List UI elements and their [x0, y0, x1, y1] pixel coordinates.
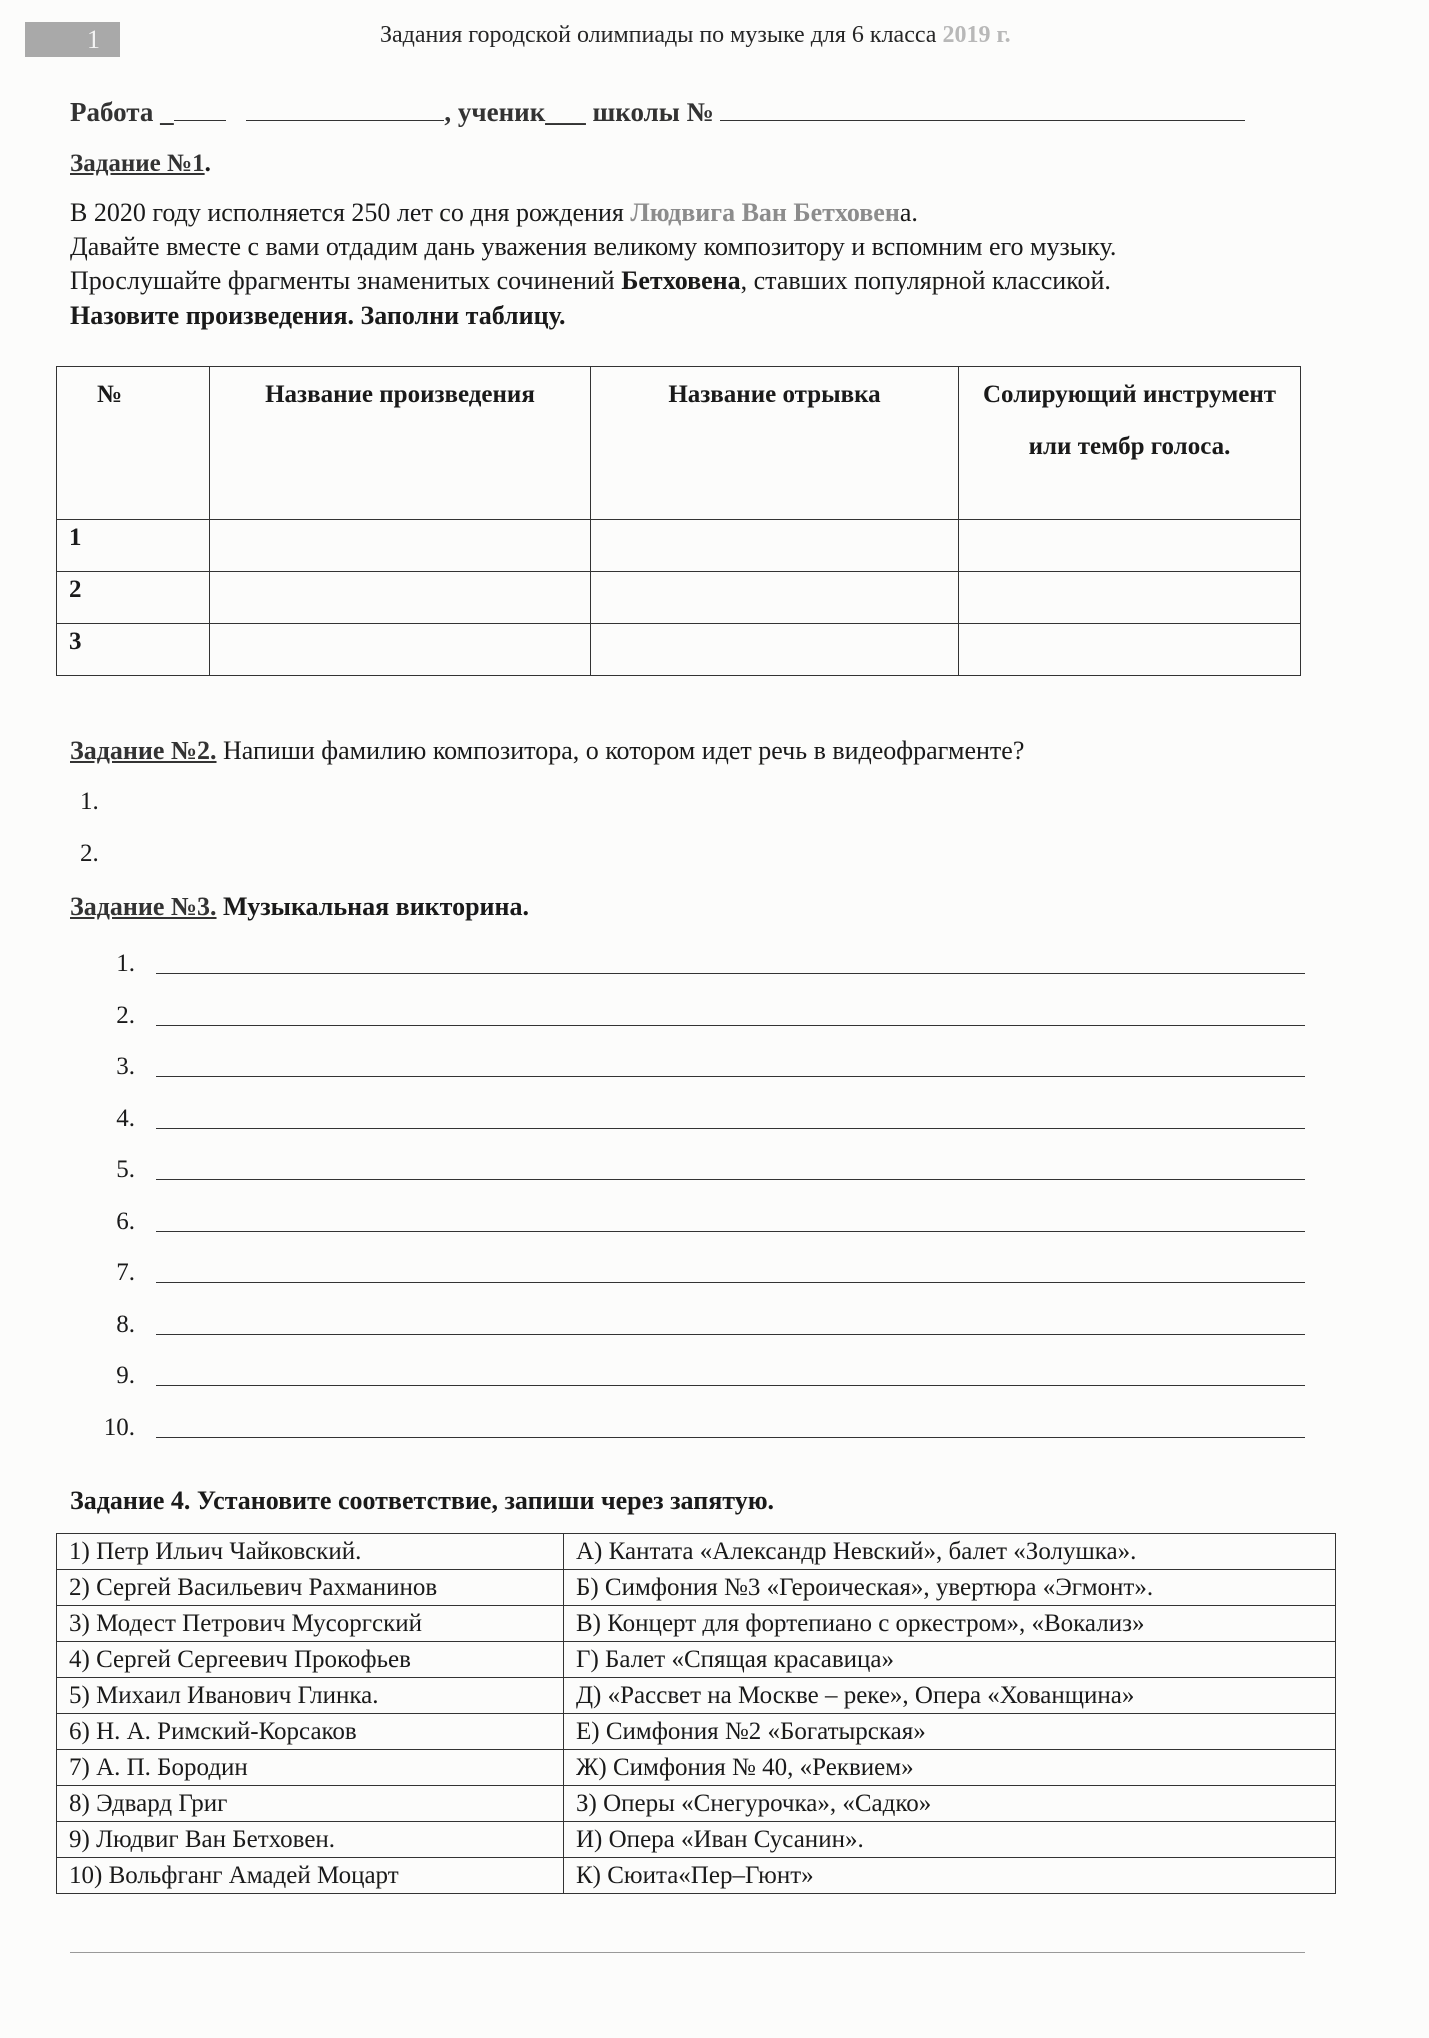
composer-cell: 2) Сергей Васильевич Рахманинов: [57, 1570, 564, 1606]
composer-cell: 3) Модест Петрович Мусоргский: [57, 1606, 564, 1642]
row-number: 3: [57, 624, 210, 676]
task1-table: [56, 366, 1301, 676]
quiz-answer-line[interactable]: [156, 1334, 1305, 1335]
quiz-item-number: 1.: [116, 950, 135, 977]
cell-solo-instrument[interactable]: [959, 520, 1301, 572]
task2-label: Задание №2.: [70, 736, 217, 765]
table-row: [57, 1858, 1336, 1894]
page-number: 1: [25, 22, 120, 57]
task4-heading: Задание 4. Установите соответствие, запиши через запятую.: [70, 1486, 775, 1515]
quiz-answer-row: [103, 1402, 1305, 1442]
work-cell: И) Опера «Иван Сусанин».: [564, 1822, 1336, 1858]
composer-cell: 6) Н. А. Римский-Корсаков: [57, 1714, 564, 1750]
composer-cell: 8) Эдвард Григ: [57, 1786, 564, 1822]
quiz-answer-row: [110, 1247, 1305, 1287]
work-cell: Е) Симфония №2 «Богатырская»: [564, 1714, 1336, 1750]
quiz-item-number: 7.: [116, 1259, 135, 1286]
student-info-line: [70, 97, 1245, 128]
task1-line-2: Давайте вместе с вами отдадим дань уважения великому композитору и вспомним его музыку.: [70, 232, 1117, 261]
composer-cell: 9) Людвиг Ван Бетховен.: [57, 1822, 564, 1858]
quiz-answer-row: [110, 990, 1305, 1030]
row-number: 1: [57, 520, 210, 572]
quiz-item-number: 8.: [116, 1311, 135, 1338]
quiz-answer-line[interactable]: [156, 1437, 1305, 1438]
cell-solo-instrument[interactable]: [959, 624, 1301, 676]
table-row: [57, 1534, 1336, 1570]
task3-label: Задание №3.: [70, 892, 217, 921]
table-row: [57, 520, 1301, 572]
quiz-answer-line[interactable]: [156, 1179, 1305, 1180]
cell-excerpt-title[interactable]: [591, 572, 959, 624]
task1-line-1: [70, 198, 918, 228]
table-row: [57, 1570, 1336, 1606]
table-row: [57, 1786, 1336, 1822]
quiz-answer-row: [110, 1144, 1305, 1184]
student-name-blank[interactable]: [246, 119, 444, 121]
quiz-item-number: 3.: [116, 1053, 135, 1080]
quiz-answer-line[interactable]: [156, 973, 1305, 974]
task1-line3-end: , ставших популярной классикой.: [740, 266, 1111, 295]
table-row: [57, 624, 1301, 676]
quiz-item-number: 9.: [116, 1362, 135, 1389]
page-header: [380, 22, 1011, 49]
cell-excerpt-title[interactable]: [591, 624, 959, 676]
task1-line1-end: а.: [899, 198, 918, 227]
row-number: 2: [57, 572, 210, 624]
task1-label: Задание №1: [70, 150, 205, 177]
composer-cell: 7) А. П. Бородин: [57, 1750, 564, 1786]
table-row: [57, 572, 1301, 624]
task1-instruction: Назовите произведения. Заполни таблицу.: [70, 301, 566, 330]
quiz-answer-row: [110, 938, 1305, 978]
quiz-answer-row: [110, 1299, 1305, 1339]
table-row: [57, 1750, 1336, 1786]
quiz-item-number: 6.: [116, 1208, 135, 1235]
table-row: [57, 1606, 1336, 1642]
task2-item-2: 2.: [80, 840, 99, 867]
school-number-blank[interactable]: [720, 119, 1245, 121]
work-cell: В) Концерт для фортепиано с оркестром», «Вокализ»: [564, 1606, 1336, 1642]
header-year: 2019 г.: [942, 22, 1011, 48]
table-row: [57, 1678, 1336, 1714]
work-cell: Б) Симфония №3 «Героическая», увертюра «Эгмонт».: [564, 1570, 1336, 1606]
student-label: , ученик___ школы №: [444, 97, 714, 127]
header-excerpt-title: Название отрывка: [591, 367, 959, 520]
header-title: Задания городской олимпиады по музыке для 6 класса: [380, 22, 937, 48]
work-cell: А) Кантата «Александр Невский», балет «Золушка».: [564, 1534, 1336, 1570]
quiz-answer-line[interactable]: [156, 1282, 1305, 1283]
task1-line1-text: В 2020 году исполняется 250 лет со дня рождения: [70, 198, 631, 227]
work-prefix: Работа _: [70, 97, 174, 127]
task1-label-suffix: .: [204, 150, 211, 177]
header-solo-instrument: Солирующий инструмент или тембр голоса.: [959, 367, 1301, 520]
quiz-item-number: 4.: [116, 1105, 135, 1132]
header-number: №: [57, 367, 210, 520]
work-cell: К) Сюита«Пер–Гюнт»: [564, 1858, 1336, 1894]
quiz-answer-line[interactable]: [156, 1385, 1305, 1386]
task2-text: Напиши фамилию композитора, о котором идет речь в видеофрагменте?: [216, 736, 1025, 765]
work-blank-1[interactable]: [174, 119, 226, 121]
work-cell: Ж) Симфония № 40, «Реквием»: [564, 1750, 1336, 1786]
cell-solo-instrument[interactable]: [959, 572, 1301, 624]
task1-composer-name: Людвига Ван Бетховен: [630, 198, 900, 227]
quiz-answer-row: [110, 1196, 1305, 1236]
task2-item-1: 1.: [80, 788, 99, 815]
header-work-title: Название произведения: [210, 367, 591, 520]
composer-cell: 4) Сергей Сергеевич Прокофьев: [57, 1642, 564, 1678]
table-header-row: [57, 367, 1301, 520]
task1-line3-bold: Бетховена: [621, 266, 741, 295]
composer-cell: 5) Михаил Иванович Глинка.: [57, 1678, 564, 1714]
task3-heading: [70, 892, 529, 922]
composer-cell: 10) Вольфганг Амадей Моцарт: [57, 1858, 564, 1894]
task2-heading: [70, 736, 1024, 766]
quiz-answer-row: [110, 1093, 1305, 1133]
cell-work-title[interactable]: [210, 624, 591, 676]
quiz-item-number: 2.: [116, 1002, 135, 1029]
cell-excerpt-title[interactable]: [591, 520, 959, 572]
work-cell: Д) «Рассвет на Москве – реке», Опера «Хованщина»: [564, 1678, 1336, 1714]
task1-line-3: [70, 266, 1111, 296]
work-cell: З) Оперы «Снегурочка», «Садко»: [564, 1786, 1336, 1822]
quiz-answer-row: [110, 1350, 1305, 1390]
table-row: [57, 1642, 1336, 1678]
quiz-item-number: 10.: [103, 1414, 135, 1441]
quiz-answer-line[interactable]: [156, 1231, 1305, 1232]
bottom-divider: [70, 1952, 1305, 1953]
task1-line3-text: Прослушайте фрагменты знаменитых сочинений: [70, 266, 622, 295]
work-cell: Г) Балет «Спящая красавица»: [564, 1642, 1336, 1678]
table-row: [57, 1822, 1336, 1858]
quiz-answer-line[interactable]: [156, 1025, 1305, 1026]
task1-heading: [70, 150, 211, 178]
task3-text: Музыкальная викторина.: [216, 892, 530, 921]
quiz-answer-row: [110, 1041, 1305, 1081]
composer-cell: 1) Петр Ильич Чайковский.: [57, 1534, 564, 1570]
quiz-answer-line[interactable]: [156, 1076, 1305, 1077]
cell-work-title[interactable]: [210, 520, 591, 572]
quiz-item-number: 5.: [116, 1156, 135, 1183]
quiz-answer-line[interactable]: [156, 1128, 1305, 1129]
table-row: [57, 1714, 1336, 1750]
cell-work-title[interactable]: [210, 572, 591, 624]
task4-matching-table: [56, 1533, 1336, 1894]
